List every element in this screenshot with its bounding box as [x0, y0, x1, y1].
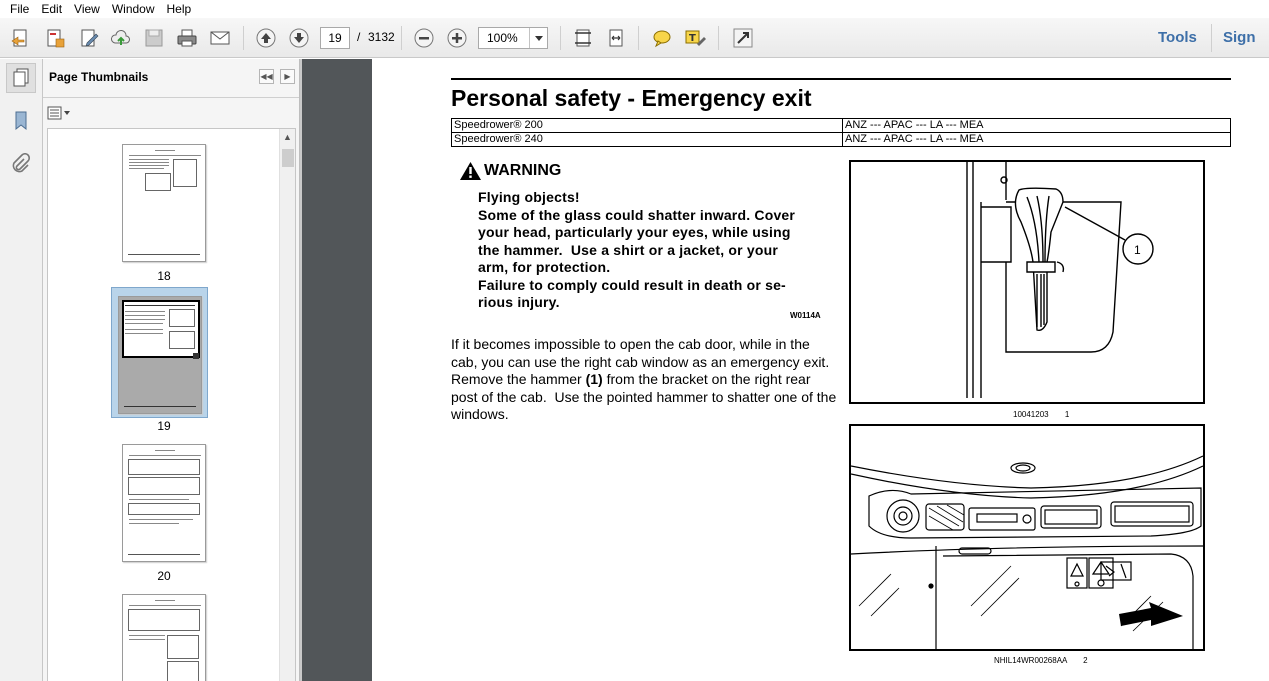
warning-line: arm, for protection.: [478, 259, 611, 275]
document-page: [372, 59, 1269, 681]
thumbnail-scrollbar[interactable]: [279, 129, 295, 681]
convert-icon[interactable]: [42, 25, 68, 51]
comment-icon[interactable]: [649, 25, 675, 51]
tools-link[interactable]: Tools: [1158, 29, 1197, 46]
warning-line: Some of the glass could shatter inward. Cover: [478, 206, 796, 223]
expand-panel-icon[interactable]: ▶: [280, 69, 295, 84]
page-total: 3132: [368, 30, 395, 44]
menu-bar: [0, 0, 1269, 18]
model-cell: Speedrower® 240: [452, 133, 843, 147]
create-icon[interactable]: [8, 25, 34, 51]
warning-line: rious injury.: [478, 294, 560, 310]
fit-page-icon[interactable]: [570, 25, 596, 51]
upload-icon[interactable]: [108, 25, 134, 51]
attachments-icon[interactable]: [6, 149, 36, 179]
thumbnail-page-21[interactable]: [122, 594, 206, 681]
region-cell: ANZ --- APAC --- LA --- MEA: [843, 133, 1231, 147]
warning-code: W0114A: [790, 311, 821, 320]
thumbnail-page-18[interactable]: [122, 144, 206, 262]
svg-text:T: T: [689, 33, 696, 44]
menu-file[interactable]: File: [10, 2, 30, 16]
figure1-caption-id: 10041203: [1013, 410, 1049, 419]
zoom-value: 100%: [487, 31, 518, 45]
figure1-caption: [1013, 410, 1069, 419]
page-number-input[interactable]: 19: [320, 27, 350, 49]
table-row: [452, 119, 1231, 133]
thumbnails-panel: [43, 59, 300, 681]
navigation-rail: [0, 59, 43, 681]
collapse-panel-icon[interactable]: ◀◀: [259, 69, 274, 84]
menu-help[interactable]: Help: [166, 2, 192, 16]
warning-heading: [460, 162, 561, 180]
zoom-out-icon[interactable]: [411, 25, 437, 51]
thumbnail-options-button[interactable]: [47, 105, 73, 121]
thumbnail-label-19: 19: [157, 419, 171, 433]
zoom-select[interactable]: [478, 27, 548, 49]
figure2-caption-id: NHIL14WR00268AA: [994, 656, 1067, 665]
figure-hammer-bracket: [849, 160, 1205, 404]
model-cell: Speedrower® 200: [452, 119, 843, 133]
highlight-icon[interactable]: [682, 25, 708, 51]
warning-line: the hammer. Use a shirt or a jacket, or your: [478, 241, 778, 258]
thumbnail-page-20[interactable]: [122, 444, 206, 562]
thumbnail-label-20: 20: [157, 569, 171, 583]
warning-triangle-icon: [460, 162, 481, 180]
body-text-end: from the bracket on the right rear post of the cab. Use the pointed hammer to shatter one of the windows.: [451, 371, 841, 423]
menu-edit[interactable]: Edit: [41, 2, 63, 16]
toolbar: [0, 18, 1269, 58]
warning-text: [478, 189, 812, 312]
panel-title: Page Thumbnails: [49, 70, 149, 84]
body-paragraph: [451, 336, 839, 424]
table-row: [452, 133, 1231, 147]
chevron-down-icon[interactable]: [529, 28, 547, 48]
figure2-caption: [994, 656, 1088, 665]
print-icon[interactable]: [174, 25, 200, 51]
sign-link[interactable]: Sign: [1223, 29, 1256, 46]
page-up-icon[interactable]: [253, 25, 279, 51]
expand-icon[interactable]: [730, 25, 756, 51]
figure-cab-interior: [849, 424, 1205, 651]
page-down-icon[interactable]: [286, 25, 312, 51]
warning-line: Failure to comply could result in death or se-: [478, 276, 786, 293]
scroll-thumb[interactable]: [282, 149, 294, 167]
page-title: Personal safety - Emergency exit: [451, 85, 812, 111]
page-separator: /: [357, 30, 361, 44]
page-thumbnails-icon[interactable]: [6, 63, 36, 93]
body-text-start: If it becomes impossible to open the cab door, while in the cab, you can use the right cab window as an emergency exit. Remove the hammer: [451, 336, 837, 388]
email-icon[interactable]: [207, 25, 233, 51]
body-reference: (1): [585, 371, 603, 388]
thumbnail-page-19[interactable]: [118, 296, 202, 414]
edit-icon[interactable]: [76, 25, 102, 51]
menu-window[interactable]: Window: [111, 2, 155, 16]
fit-width-icon[interactable]: [603, 25, 629, 51]
warning-line: Flying objects!: [478, 189, 580, 205]
region-cell: ANZ --- APAC --- LA --- MEA: [843, 119, 1231, 133]
thumbnail-label-18: 18: [157, 269, 171, 283]
figure2-caption-number: 2: [1083, 656, 1088, 665]
figure1-callout: 1: [1134, 243, 1141, 257]
scroll-up-icon[interactable]: ▲: [283, 132, 292, 142]
warning-title: WARNING: [484, 162, 562, 179]
bookmarks-icon[interactable]: [6, 105, 36, 135]
warning-line: your head, particularly your eyes, while using: [478, 224, 791, 240]
figure1-caption-number: 1: [1064, 410, 1070, 419]
save-icon[interactable]: [141, 25, 167, 51]
menu-view[interactable]: View: [74, 2, 100, 16]
zoom-in-icon[interactable]: [444, 25, 470, 51]
model-table: [451, 118, 1231, 147]
